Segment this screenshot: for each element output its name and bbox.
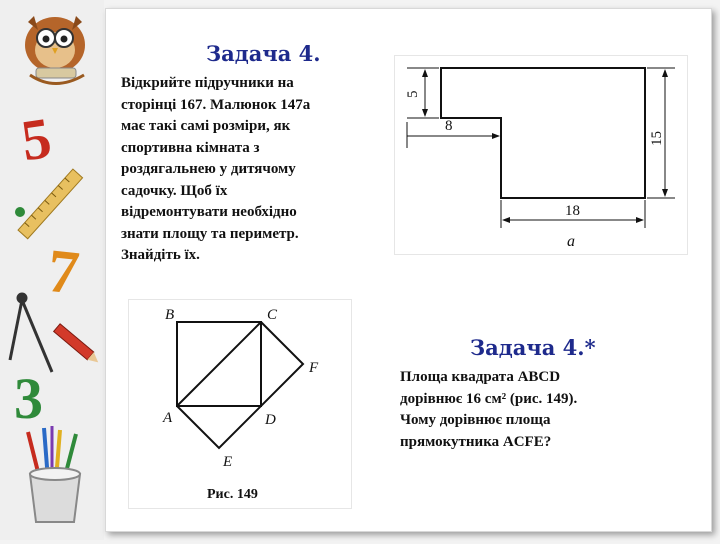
owl-icon <box>25 16 85 84</box>
rectangle-acfe <box>177 322 303 448</box>
task-1-text <box>121 73 310 267</box>
room-outline <box>441 68 645 198</box>
vertex-e-label: E <box>223 454 233 470</box>
task-2-line: прямокутника ACFE? <box>400 433 552 450</box>
dimension-8-label: 8 <box>445 118 453 134</box>
task-1-line: спортивна кімната з <box>121 139 260 156</box>
pencil-icon <box>54 324 102 366</box>
vertex-f-label: F <box>309 360 319 376</box>
task-1-line: сторінці 167. Малюнок 147а <box>121 96 311 113</box>
dimension-5-label: 5 <box>405 90 421 98</box>
vertex-a-label: A <box>163 410 173 426</box>
compass-icon <box>10 294 52 372</box>
vertex-d-label: D <box>265 412 276 428</box>
decorative-sidebar <box>0 0 104 540</box>
ruler-icon <box>18 169 83 239</box>
pencil-cup-icon <box>28 426 80 522</box>
sidebar-illustration <box>0 0 104 540</box>
slide-card <box>105 8 712 532</box>
task-1-line: Відкрийте підручники на <box>121 75 294 91</box>
task-1-title: Задача 4. <box>206 41 321 66</box>
green-dot-icon <box>15 207 25 217</box>
task-1-line: має такі самі розміри, як <box>121 118 291 134</box>
figure-149-drawing <box>129 300 351 508</box>
vertex-c-label: C <box>267 307 278 323</box>
digit-3-icon: 3 <box>14 366 43 431</box>
figure-147a-caption: a <box>567 233 575 250</box>
digit-5-icon: 5 <box>17 104 56 174</box>
diagonal-ac <box>177 322 261 406</box>
task-2-title: Задача 4.* <box>470 335 596 360</box>
task-1-line: знати площу та периметр. <box>121 225 299 242</box>
figure-147a <box>394 55 688 255</box>
vertex-b-label: B <box>165 307 175 323</box>
figure-149 <box>128 299 352 509</box>
task-1-line: відремонтувати необхідно <box>121 204 297 220</box>
task-1-line: Знайдіть їх. <box>121 247 200 263</box>
task-2-text <box>400 367 577 453</box>
task-1-line: роздягальнею у дитячому <box>121 161 296 177</box>
figure-147a-drawing <box>395 56 687 254</box>
task-2-line: дорівнює 16 см² (рис. 149). <box>400 390 578 407</box>
task-2-line: Чому дорівнює площа <box>400 412 551 428</box>
dimension-15-label: 15 <box>649 131 665 146</box>
task-1-line: садочку. Щоб їх <box>121 182 228 199</box>
digit-7-icon: 7 <box>44 236 83 308</box>
dimension-18-label: 18 <box>565 203 580 219</box>
figure-149-caption: Рис. 149 <box>207 487 258 502</box>
task-2-line: Площа квадрата ABCD <box>400 369 561 385</box>
